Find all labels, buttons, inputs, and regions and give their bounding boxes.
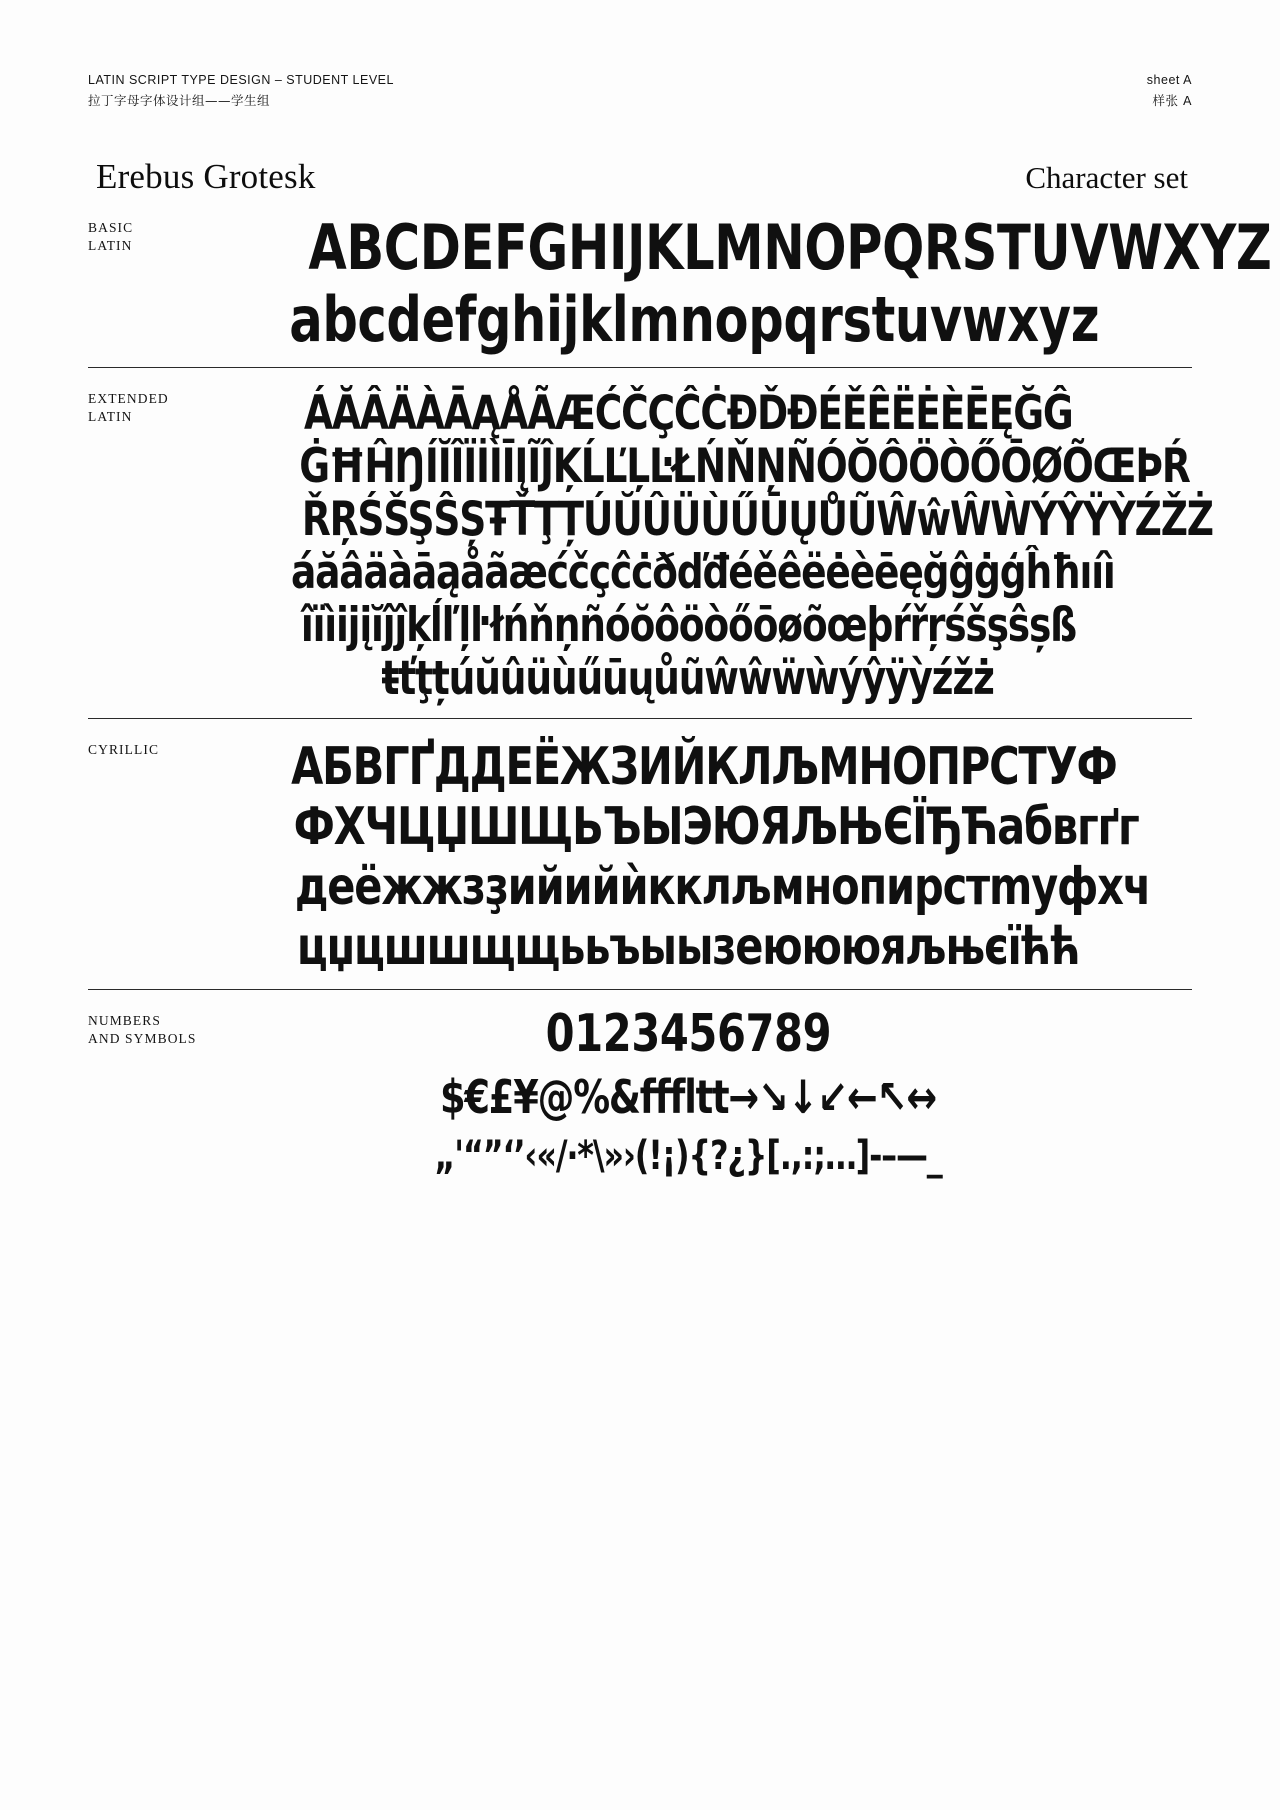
section-label-line1: EXTENDED xyxy=(88,391,169,407)
glyph-row: деёжжзҙийийѝкклљмнопирстmуфхч xyxy=(294,857,1151,918)
glyph-row: îïìijįĭĵĵķĺľļŀłńňņñóŏôöòőōøõœþŕřŗśšşŝșß xyxy=(300,598,1076,654)
glyph-row: ФХЧЦЏШЩЬЪЫЭЮЯЉЊЄЇЂЋабвгґг xyxy=(293,797,1139,858)
section-label-line2: AND SYMBOLS xyxy=(88,1031,197,1047)
glyph-block-numbers-and-symbols xyxy=(188,1004,1192,1180)
glyph-block-basic-latin xyxy=(188,211,1272,357)
glyph-row: ABCDEFGHIJKLMNOPQRSTUVWXYZ xyxy=(308,211,1272,285)
glyph-block-extended-latin xyxy=(188,386,1213,707)
sheet-header xyxy=(88,70,1192,111)
header-left xyxy=(88,70,394,111)
glyph-row: ŧťţțúŭûüùűūųůũŵŵẅẁýŷÿỳźžż xyxy=(381,651,995,707)
section-label-line2: LATIN xyxy=(88,409,133,425)
section-extended-latin xyxy=(88,367,1213,707)
section-label-numbers-and-symbols xyxy=(88,1012,208,1048)
sheet-kind-label: Character set xyxy=(1025,160,1188,196)
section-label-extended-latin xyxy=(88,390,208,426)
glyph-row: ĠĦĤŊÍĬÎÏİÌĪĮĨĴĶĹĽĻĿŁŃŇŅÑÓŎÔÖÒŐŌØÕŒÞŔ xyxy=(299,439,1190,495)
glyph-row: 0123456789 xyxy=(545,1004,831,1065)
glyph-row: „'“”‘’‹«/·*\»›(!¡){?¿}[.,:;…]-–—_ xyxy=(434,1133,942,1180)
section-label-line1: BASIC xyxy=(88,220,134,236)
section-basic-latin xyxy=(88,197,1272,357)
section-label-line1: CYRILLIC xyxy=(88,742,160,758)
sheet-number-en: sheet A xyxy=(1146,73,1192,87)
glyph-row: áăâäàāąåãæćčçĉċðďđéěêëėèēęğĝġģĥħıíì xyxy=(290,545,1115,601)
glyph-row: abcdefghijklmnopqrstuvwxyz xyxy=(289,283,1100,357)
glyph-row: ÁĂÂÄÀĀĄÅÃÆĆČÇĈĊÐĎĐÉĚÊËĖÈĒĘĞĜ xyxy=(303,386,1073,442)
glyph-row: АБВГҐДДЕЁЖЗИЙКЛЉМНОПРСТУФ xyxy=(291,737,1117,798)
sheet-number-zh: 样张 A xyxy=(1152,92,1192,108)
page-content xyxy=(88,70,1272,1188)
glyph-block-cyrillic xyxy=(188,737,1192,978)
glyph-row: $€£¥@%&fffltt→↘↓↙←↖↔ xyxy=(440,1070,936,1125)
section-cyrillic xyxy=(88,718,1192,978)
category-label-en: LATIN SCRIPT TYPE DESIGN – STUDENT LEVEL xyxy=(88,73,394,87)
section-label-cyrillic xyxy=(88,741,208,759)
glyph-row: цџцшшщщььъыызеюююяљњєїћћ xyxy=(296,917,1080,978)
section-numbers-and-symbols xyxy=(88,989,1192,1180)
header-right xyxy=(1147,70,1192,111)
section-label-basic-latin xyxy=(88,219,208,255)
section-label-line1: NUMBERS xyxy=(88,1013,161,1029)
section-label-line2: LATIN xyxy=(88,238,133,254)
typeface-name: Erebus Grotesk xyxy=(96,157,316,197)
category-label-zh: 拉丁字母字体设计组——学生组 xyxy=(88,92,271,108)
title-row xyxy=(88,157,1192,197)
glyph-row: ŘŖŚŠŞŜȘŦŤŢȚÚŬÛÜÙŰŪŲŮŨŴŵŴẀÝŶŸỲŹŽŻ xyxy=(301,492,1213,548)
